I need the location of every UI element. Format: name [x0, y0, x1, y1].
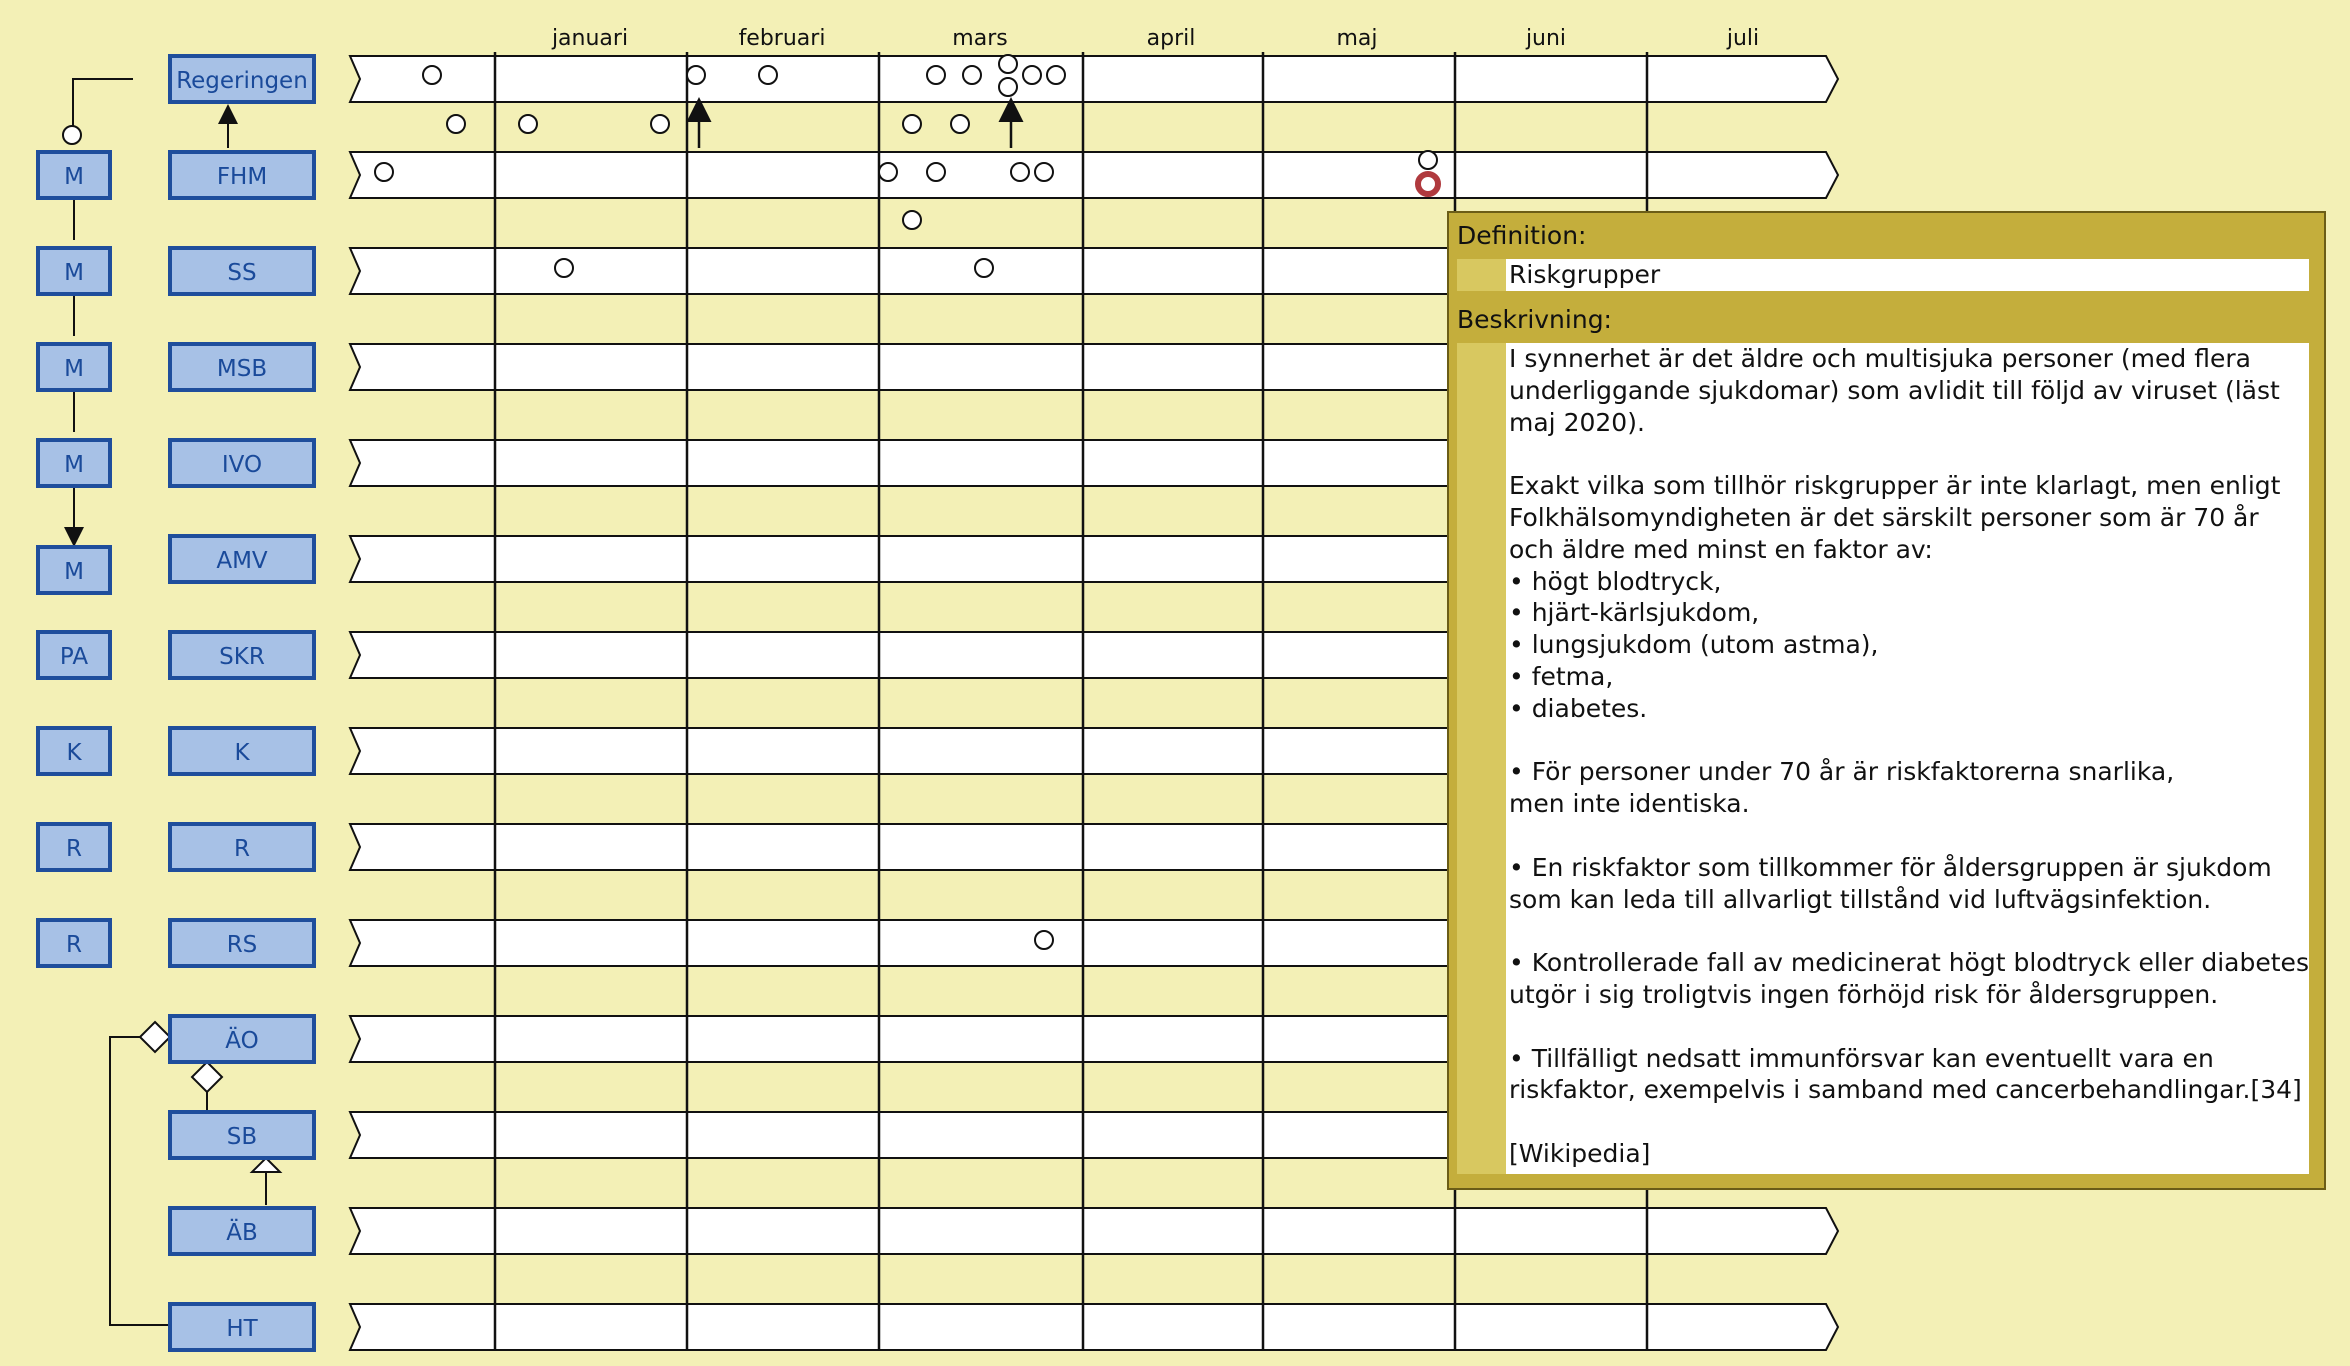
month-label: mars	[952, 26, 1008, 51]
left-box-label: M	[64, 164, 84, 190]
event-marker[interactable]	[1035, 163, 1053, 181]
actor-box-amv-label: AMV	[216, 548, 268, 574]
actor-box-äb-label: ÄB	[226, 1220, 258, 1246]
left-box-label: K	[66, 740, 82, 766]
description-line: • Kontrollerade fall av medicinerat högt blodtryck eller diabetes	[1509, 948, 2309, 978]
aggregation-diamond-icon	[192, 1062, 222, 1092]
event-marker[interactable]	[687, 66, 705, 84]
description-line: • hjärt-kärlsjukdom,	[1509, 598, 1760, 628]
left-box-label: R	[66, 932, 82, 958]
event-marker[interactable]	[951, 115, 969, 133]
left-column-boxes	[38, 152, 110, 966]
description-line: riskfaktor, exempelvis i samband med cancerbehandlingar.[34]	[1509, 1075, 2302, 1105]
description-line: • För personer under 70 år är riskfaktorerna snarlika,	[1509, 757, 2175, 787]
actor-box-fhm[interactable]	[170, 152, 314, 198]
actor-box-skr[interactable]	[170, 632, 314, 678]
event-marker[interactable]	[927, 163, 945, 181]
description-line: utgör i sig troligtvis ingen förhöjd risk för åldersgruppen.	[1509, 979, 2219, 1009]
event-marker[interactable]	[1035, 931, 1053, 949]
event-marker[interactable]	[375, 163, 393, 181]
left-box-label: M	[64, 559, 84, 585]
definition-popup	[1447, 211, 2326, 1190]
event-marker[interactable]	[903, 115, 921, 133]
left-box-label: M	[64, 260, 84, 286]
description-line: • En riskfaktor som tillkommer för åldersgruppen är sjukdom	[1509, 852, 2272, 882]
event-marker[interactable]	[1419, 151, 1437, 169]
event-marker[interactable]	[903, 211, 921, 229]
description-line: men inte identiska.	[1509, 789, 1750, 819]
event-marker[interactable]	[519, 115, 537, 133]
actor-box-äo-label: ÄO	[225, 1028, 259, 1054]
event-marker[interactable]	[1023, 66, 1041, 84]
description-line: • fetma,	[1509, 661, 1614, 691]
description-line: [Wikipedia]	[1509, 1138, 1651, 1168]
left-box[interactable]	[38, 632, 110, 678]
actor-box-äo[interactable]	[170, 1016, 314, 1062]
actor-box-r-label: R	[234, 836, 250, 862]
description-line	[1509, 438, 2309, 470]
left-box[interactable]	[38, 440, 110, 486]
actor-box-ivo[interactable]	[170, 440, 314, 486]
connector-line	[73, 79, 133, 135]
month-label: april	[1146, 26, 1196, 51]
actor-box-sb-label: SB	[226, 1124, 258, 1150]
actor-box-r[interactable]	[170, 824, 314, 870]
left-box[interactable]	[38, 152, 110, 198]
selected-event-marker[interactable]	[1418, 174, 1438, 194]
description-label: Beskrivning:	[1457, 305, 1612, 334]
description-line	[1509, 915, 2309, 947]
aggregation-circle-icon	[63, 126, 81, 144]
actor-box-skr-label: SKR	[219, 644, 265, 670]
definition-value[interactable]: Riskgrupper	[1506, 259, 2309, 291]
popup-gutter	[1457, 343, 1506, 1174]
left-box[interactable]	[38, 920, 110, 966]
actor-box-fhm-label: FHM	[216, 164, 268, 190]
actor-box-äb[interactable]	[170, 1208, 314, 1254]
left-box-label: PA	[59, 644, 89, 670]
event-marker[interactable]	[555, 259, 573, 277]
event-marker[interactable]	[879, 163, 897, 181]
event-marker[interactable]	[423, 66, 441, 84]
actor-box-rs-label: RS	[226, 932, 258, 958]
left-box[interactable]	[38, 728, 110, 774]
actor-box-ht[interactable]	[170, 1304, 314, 1350]
description-line: • diabetes.	[1509, 693, 1648, 723]
actor-boxes	[170, 56, 314, 1350]
description-line: I synnerhet är det äldre och multisjuka personer (med flera	[1509, 344, 2251, 373]
description-line: • lungsjukdom (utom astma),	[1509, 630, 1879, 660]
actor-box-rs[interactable]	[170, 920, 314, 966]
description-line	[1509, 820, 2309, 852]
month-label: maj	[1336, 26, 1378, 51]
description-line: och äldre med minst en faktor av:	[1509, 534, 1933, 564]
description-line: • högt blodtryck,	[1509, 566, 1722, 596]
event-marker[interactable]	[1047, 66, 1065, 84]
event-marker[interactable]	[927, 66, 945, 84]
event-marker[interactable]	[975, 259, 993, 277]
left-box-label: M	[64, 356, 84, 382]
description-line: • Tillfälligt nedsatt immunförsvar kan eventuellt vara en	[1509, 1043, 2214, 1073]
event-marker[interactable]	[999, 78, 1017, 96]
left-box-label: R	[66, 836, 82, 862]
timeline-lane-regeringen[interactable]	[350, 56, 1838, 102]
event-marker[interactable]	[447, 115, 465, 133]
timeline-lane-fhm[interactable]	[350, 152, 1838, 198]
left-box[interactable]	[38, 344, 110, 390]
description-line: Folkhälsomyndigheten är det särskilt personer som är 70 år	[1509, 502, 2259, 532]
description-text[interactable]	[1506, 343, 2309, 1174]
month-labels	[551, 26, 1759, 51]
actor-box-sb[interactable]	[170, 1112, 314, 1158]
actor-box-regeringen[interactable]	[170, 56, 314, 102]
left-box[interactable]	[38, 824, 110, 870]
actor-box-ss-label: SS	[227, 260, 257, 286]
month-label: februari	[738, 26, 826, 51]
actor-box-msb[interactable]	[170, 344, 314, 390]
aggregation-diamond-icon	[140, 1022, 170, 1052]
actor-box-regeringen-label: Regeringen	[176, 68, 308, 94]
definition-label: Definition:	[1457, 221, 1587, 250]
timeline-lane-ht[interactable]	[350, 1304, 1838, 1350]
event-marker[interactable]	[999, 55, 1017, 73]
timeline-lane-äb[interactable]	[350, 1208, 1838, 1254]
actor-box-k-label: K	[234, 740, 250, 766]
inheritance-triangle-icon	[252, 1158, 280, 1172]
left-box-label: M	[64, 452, 84, 478]
left-box[interactable]	[38, 248, 110, 294]
event-marker[interactable]	[1011, 163, 1029, 181]
description-line: underliggande sjukdomar) som avlidit till följd av viruset (läst	[1509, 375, 2280, 405]
connector-line	[110, 1037, 168, 1325]
description-line: Exakt vilka som tillhör riskgrupper är inte klarlagt, men enligt	[1509, 471, 2281, 501]
event-marker[interactable]	[963, 66, 981, 84]
description-line: som kan leda till allvarligt tillstånd vid luftvägsinfektion.	[1509, 884, 2212, 914]
actor-box-amv[interactable]	[170, 536, 314, 582]
month-label: juli	[1726, 26, 1760, 51]
actor-box-ht-label: HT	[226, 1316, 258, 1342]
actor-box-ss[interactable]	[170, 248, 314, 294]
description-line	[1509, 1011, 2309, 1043]
month-label: juni	[1525, 26, 1567, 51]
description-line: maj 2020).	[1509, 407, 1645, 437]
popup-gutter	[1457, 259, 1506, 291]
actor-box-k[interactable]	[170, 728, 314, 774]
actor-box-ivo-label: IVO	[221, 452, 263, 478]
description-line	[1509, 1106, 2309, 1138]
event-marker[interactable]	[651, 115, 669, 133]
actor-box-msb-label: MSB	[216, 356, 268, 382]
month-label: januari	[551, 26, 629, 51]
left-box[interactable]	[38, 547, 110, 593]
description-line	[1509, 725, 2309, 757]
event-marker[interactable]	[759, 66, 777, 84]
